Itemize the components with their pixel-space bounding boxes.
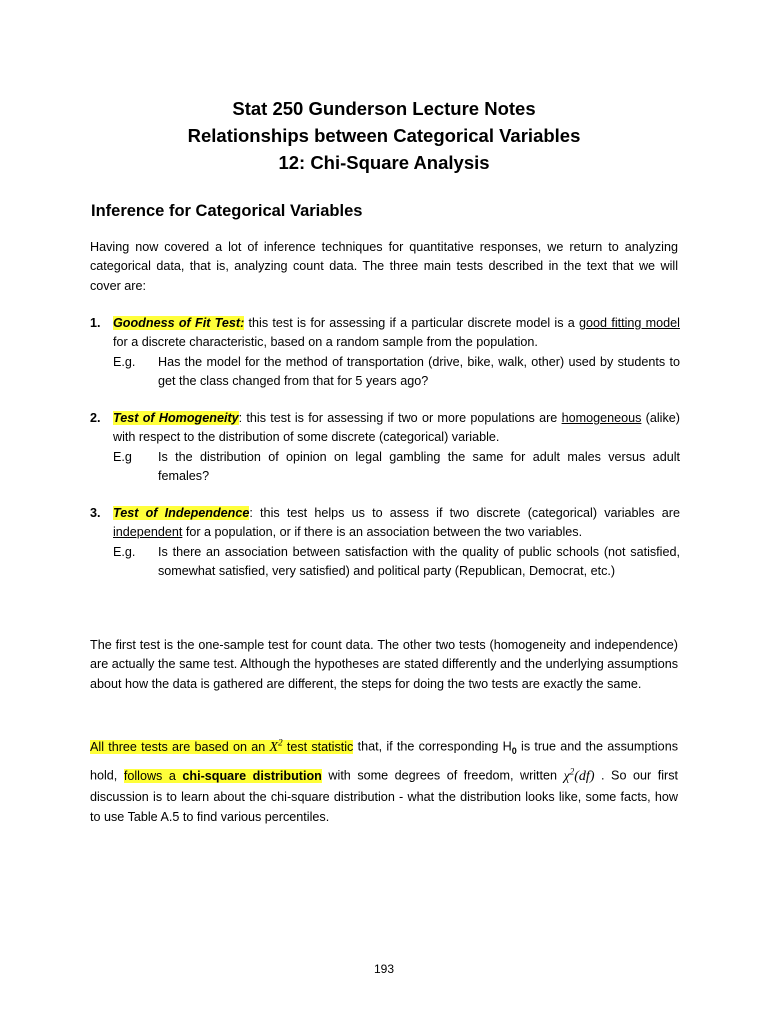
list-item-goodness-of-fit	[90, 314, 680, 392]
inline-text: follows a	[123, 768, 183, 783]
x-symbol: X	[269, 739, 279, 755]
term-highlight: Goodness of Fit Test:	[113, 316, 245, 330]
chi-argument: (df)	[574, 768, 595, 784]
section-heading: Inference for Categorical Variables	[91, 202, 363, 220]
inline-text: that, if the corresponding H	[353, 739, 512, 754]
example	[113, 448, 680, 487]
list-number: 1.	[90, 316, 101, 330]
item-text: : this test is for assessing if two or more populations are	[238, 411, 562, 425]
item-text: (alike) with respect to the distribution of some discrete (categorical) variable.	[113, 411, 680, 445]
page-number: 193	[373, 962, 395, 976]
inline-text: . So our first discussion is to learn about the chi-square distribution - what the distribution looks like, some facts, how to use Table A.5 to find various percentiles.	[90, 768, 678, 824]
inline-text: with some degrees of freedom, written	[321, 768, 564, 783]
example-label: E.g.	[113, 544, 136, 559]
list-number: 2.	[90, 411, 101, 425]
term-highlight: Test of Homogeneity	[113, 411, 239, 425]
example-label: E.g	[113, 449, 132, 464]
example-label: E.g.	[113, 354, 136, 369]
example	[113, 543, 680, 582]
example-text: Is the distribution of opinion on legal gambling the same for adult males versus adult females?	[158, 449, 680, 484]
list-text	[113, 409, 680, 448]
item-text: for a discrete characteristic, based on a random sample from the population.	[113, 335, 538, 350]
inline-text: is true and the assumptions hold,	[90, 739, 678, 783]
title-line-1: Stat 250 Gunderson Lecture Notes	[232, 98, 536, 119]
inline-text: All three tests are based on an	[90, 739, 270, 754]
item-text: for a population, or if there is an association between the two variables.	[182, 525, 583, 540]
item-text: : this test helps us to assess if two discrete (categorical) variables are	[249, 506, 680, 520]
paragraph-chi-square	[90, 732, 678, 827]
underlined-term: homogeneous	[561, 411, 642, 425]
chi-square-bold: chi-square distribution	[182, 768, 322, 783]
highlight-chi-square-distribution	[124, 769, 322, 783]
x-superscript: 2	[278, 737, 283, 747]
chi-superscript: 2	[569, 766, 575, 777]
list-number: 3.	[90, 506, 101, 520]
list-item-homogeneity	[90, 409, 680, 487]
example-text: Has the model for the method of transportation (drive, bike, walk, other) used by students to get the class changed from that for 5 years ago?	[158, 354, 680, 389]
underlined-term: independent	[113, 525, 183, 540]
chi-square-df-symbol	[563, 766, 595, 784]
term-highlight: Test of Independence	[113, 506, 250, 520]
example-text: Is there an association between satisfaction with the quality of public schools (not satisfied, somewhat satisfied, very satisfied) and political party (Republican, Democrat, etc.)	[158, 544, 680, 579]
x-squared-symbol	[269, 737, 283, 755]
item-text: this test is for assessing if a particular discrete model is a	[244, 316, 580, 330]
title-line-2: Relationships between Categorical Variables	[187, 125, 581, 146]
title-line-3: 12: Chi-Square Analysis	[278, 152, 490, 173]
underlined-term: good fitting model	[579, 316, 680, 330]
inline-text: test statistic	[282, 739, 354, 754]
chi-symbol: χ	[563, 768, 570, 784]
list-text	[113, 314, 680, 353]
example	[113, 353, 680, 392]
list-text	[113, 504, 680, 543]
intro-paragraph: Having now covered a lot of inference techniques for quantitative responses, we return to analyzing categorical data, that is, analyzing count data. The three main tests described in the text that we will cover are:	[90, 240, 678, 293]
highlight-x2-statistic	[90, 737, 354, 755]
h0-subscript: 0	[511, 746, 517, 757]
list-item-independence	[90, 504, 680, 582]
paragraph-same-test: The first test is the one-sample test for count data. The other two tests (homogeneity and independence) are actually the same test. Although the hypotheses are stated differently and the underlying assumptions about how the data is gathered are different, the steps for doing the two tests are exactly the same.	[90, 638, 678, 691]
